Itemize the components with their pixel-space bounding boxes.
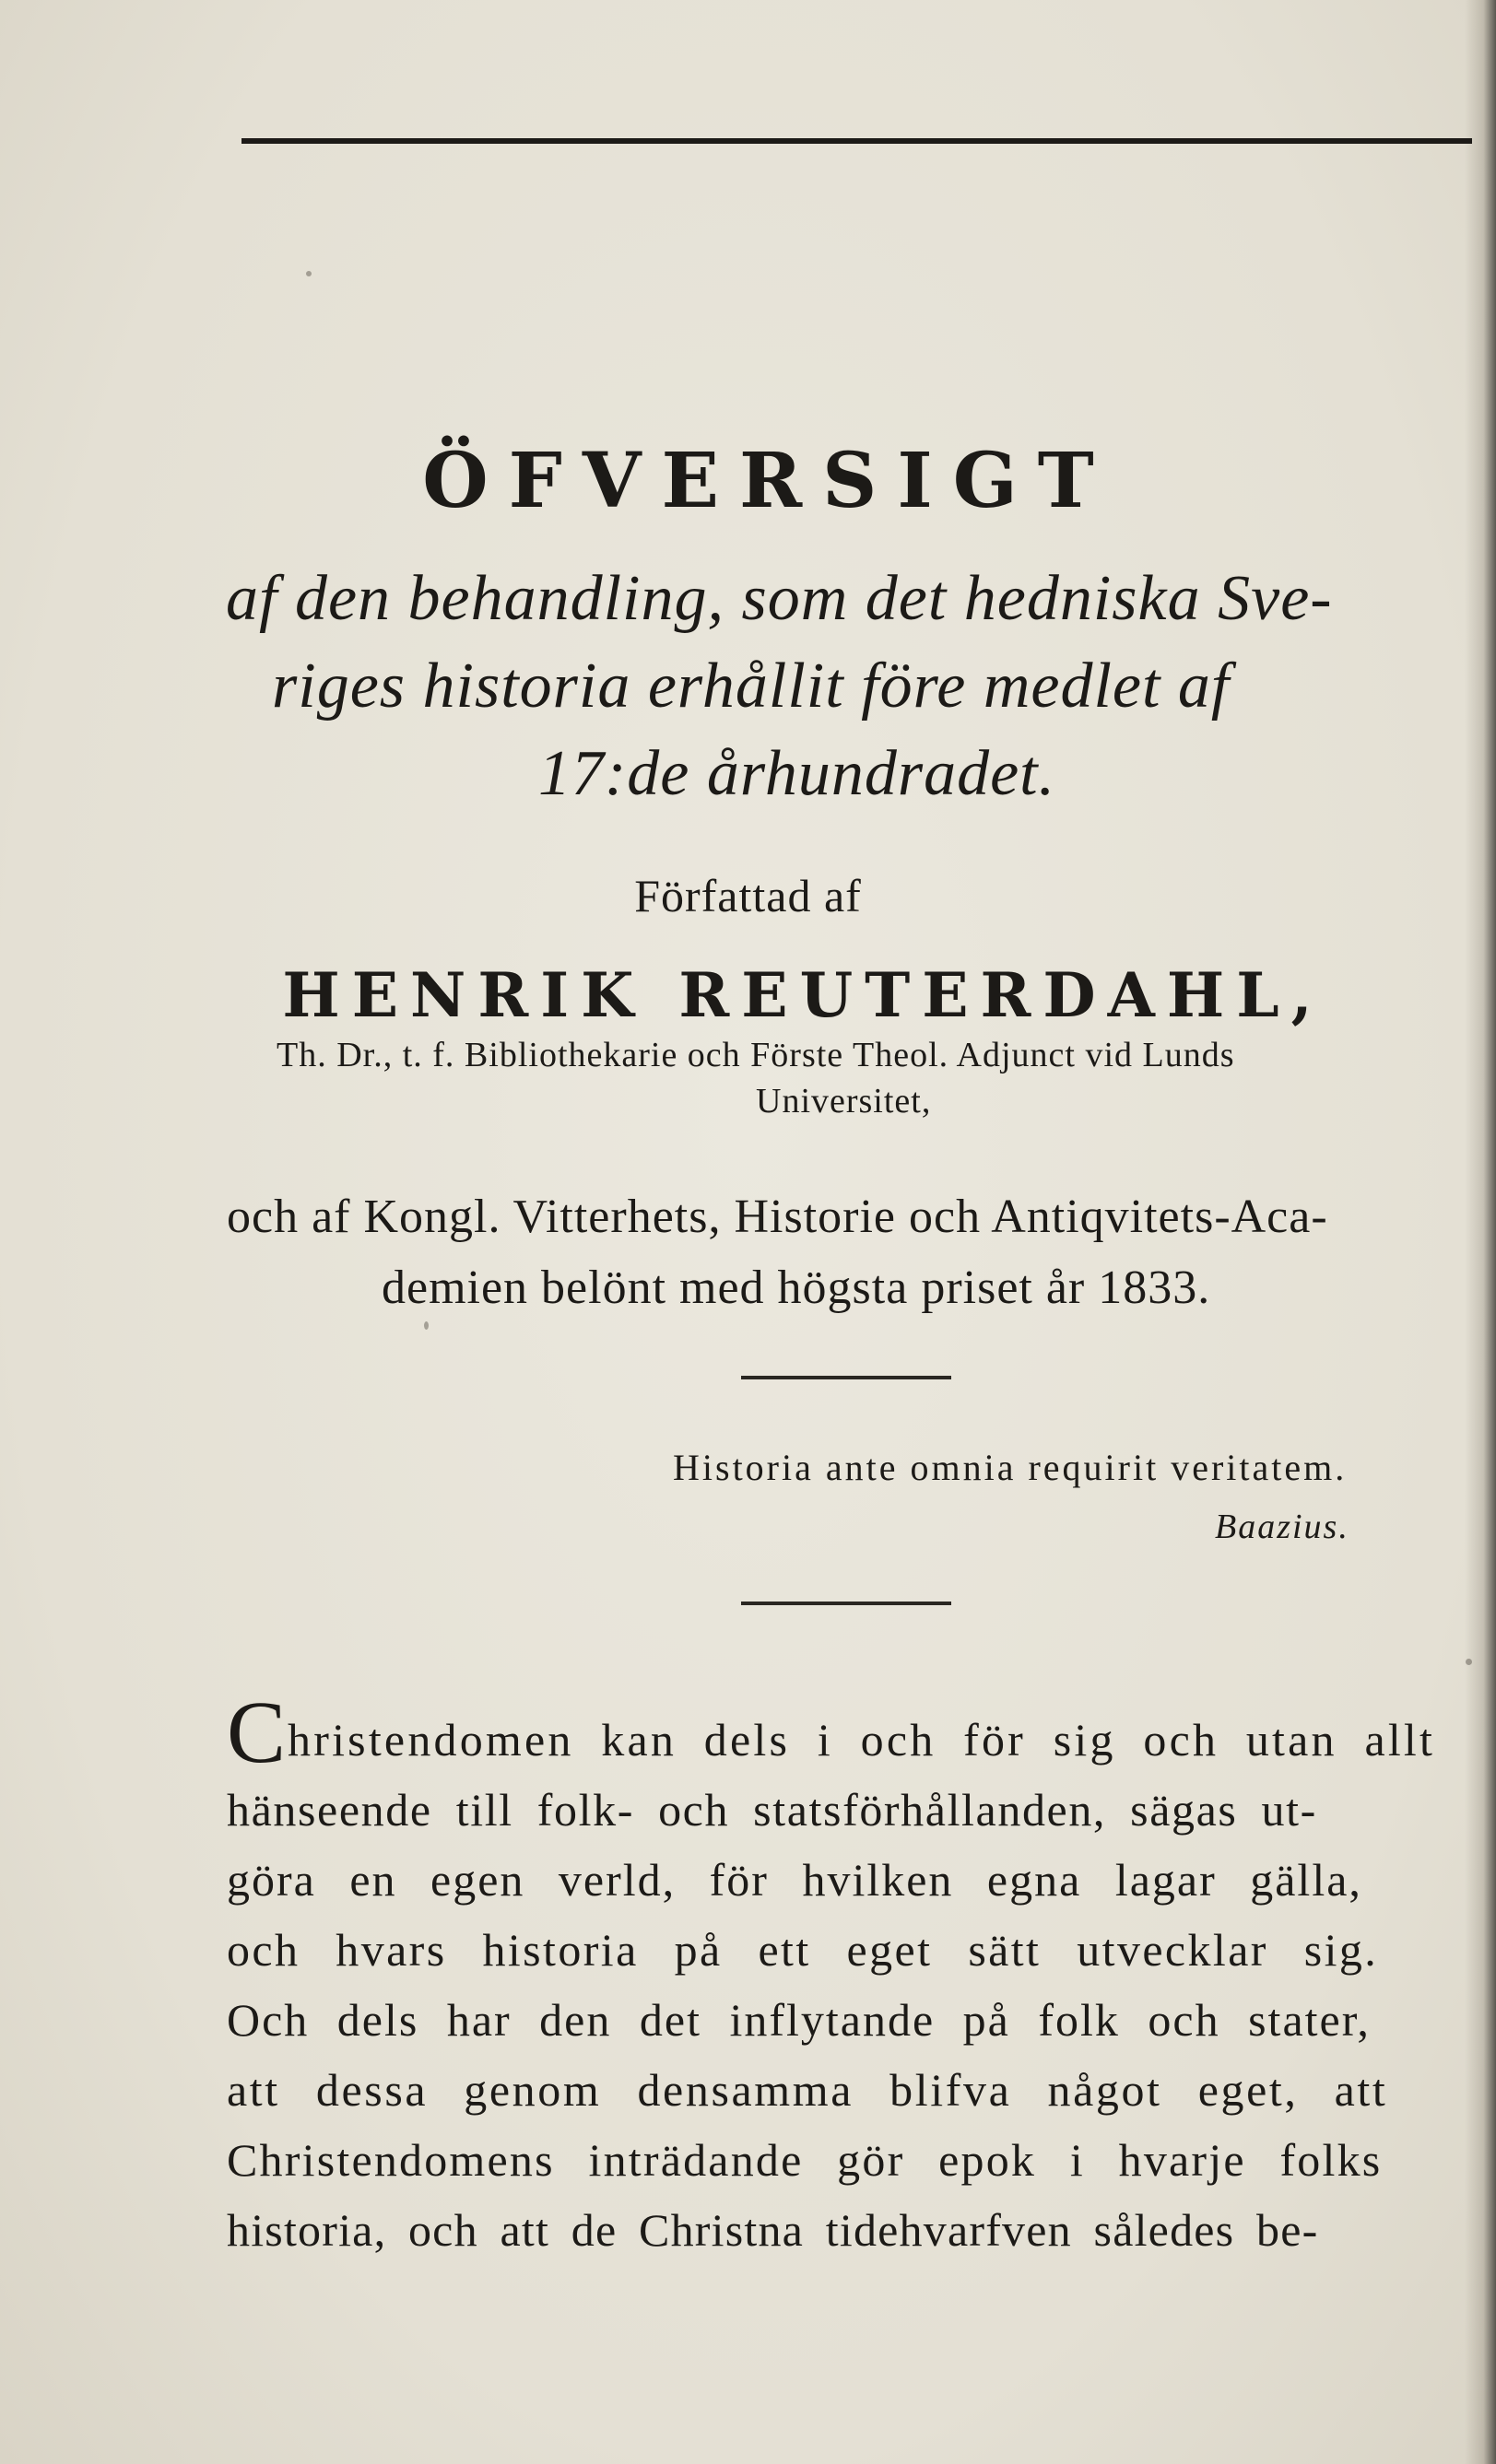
drop-cap: C bbox=[227, 1683, 287, 1781]
author-name: HENRIK REUTERDAHL, bbox=[282, 959, 1325, 1031]
header-rule bbox=[241, 138, 1472, 144]
body-line-text: Christendomens inträdande gör epok i hvarje folks bbox=[227, 2134, 1383, 2186]
body-line-text: att dessa genom densamma blifva något eget, att bbox=[227, 2064, 1388, 2116]
subtitle-line-3: 17:de århundradet. bbox=[538, 738, 1056, 809]
body-line-text: Och dels har den det inflytande på folk och stater, bbox=[227, 1994, 1371, 2046]
subtitle-line-1: af den behandling, som det hedniska Sve- bbox=[226, 563, 1333, 634]
prize-line-2: demien belönt med högsta priset år 1833. bbox=[382, 1261, 1211, 1314]
author-university: Universitet, bbox=[756, 1082, 932, 1121]
section-divider-bottom bbox=[741, 1602, 951, 1605]
paper-speck bbox=[306, 271, 312, 276]
body-line bbox=[227, 2125, 1473, 2195]
paper-speck bbox=[1466, 1659, 1472, 1665]
page-title: ÖFVERSIGT bbox=[422, 437, 1114, 525]
body-line-text: och hvars historia på ett eget sätt utvecklar sig. bbox=[227, 1924, 1379, 1976]
prize-line-1: och af Kongl. Vitterhets, Historie och Antiqvitets-Aca- bbox=[227, 1191, 1328, 1243]
body-line bbox=[227, 2195, 1473, 2265]
author-credentials: Th. Dr., t. f. Bibliothekarie och Förste Theol. Adjunct vid Lunds bbox=[277, 1036, 1235, 1074]
body-line-text: historia, och att de Christna tidehvarfven således be- bbox=[227, 2204, 1319, 2256]
epigraph-author: Baazius. bbox=[1215, 1508, 1349, 1546]
body-line bbox=[227, 1845, 1473, 1915]
paper-speck bbox=[424, 1321, 429, 1330]
body-line bbox=[227, 1683, 1473, 1781]
body-line bbox=[227, 1985, 1473, 2055]
section-divider-top bbox=[741, 1376, 951, 1379]
body-paragraph bbox=[227, 1683, 1480, 2265]
epigraph-text: Historia ante omnia requirit veritatem. bbox=[673, 1447, 1348, 1488]
body-line bbox=[227, 1775, 1473, 1845]
subtitle-line-2: riges historia erhållit före medlet af bbox=[272, 651, 1231, 722]
body-line bbox=[227, 2055, 1473, 2125]
body-line-text: hänseende till folk- och statsförhållanden, sägas ut- bbox=[227, 1784, 1317, 1836]
body-line-text: hristendomen kan dels i och för sig och utan allt bbox=[288, 1714, 1436, 1766]
byline: Författad af bbox=[634, 870, 862, 921]
body-line-text: göra en egen verld, för hvilken egna lagar gälla, bbox=[227, 1854, 1362, 1906]
body-line bbox=[227, 1915, 1473, 1985]
